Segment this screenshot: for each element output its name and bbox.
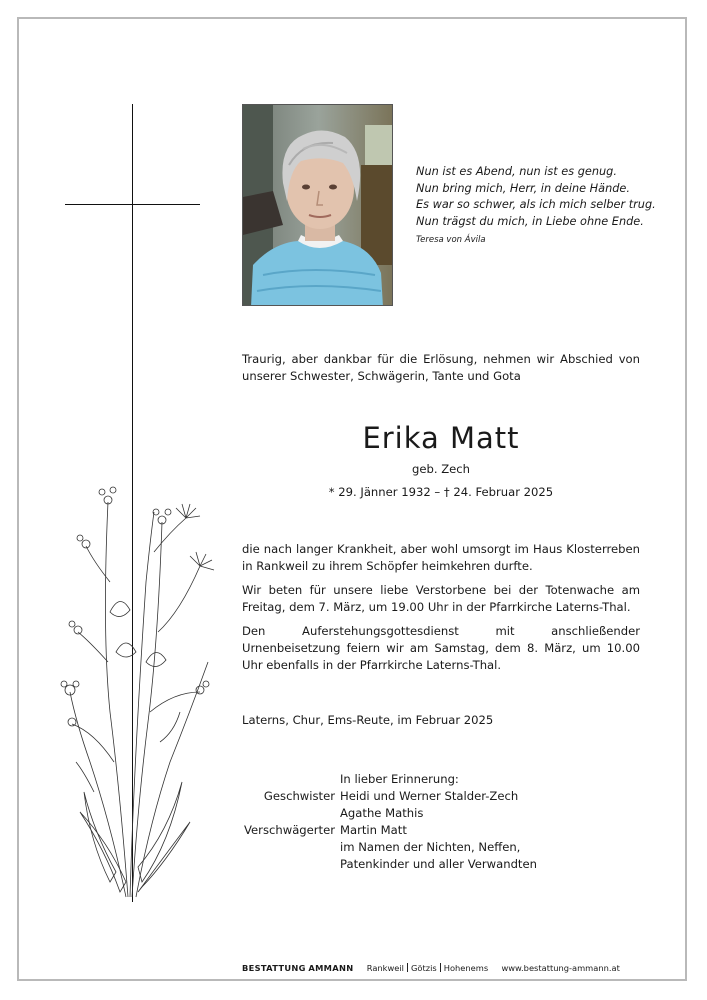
mourner-row	[242, 788, 640, 805]
mourner-names: Martin Matt	[340, 823, 407, 837]
poem-line: Nun ist es Abend, nun ist es genug.	[416, 165, 617, 178]
mourner-relation	[242, 839, 340, 856]
footer	[242, 963, 662, 974]
poem-line: Nun bring mich, Herr, in deine Hände.	[416, 181, 630, 195]
mourner-names: Patenkinder und aller Verwandten	[340, 857, 537, 871]
mourner-row	[242, 856, 640, 873]
mourners-list	[242, 771, 640, 873]
mourner-row	[242, 839, 640, 856]
mourner-relation	[242, 856, 340, 873]
paragraph-passing: die nach langer Krankheit, aber wohl umsorgt im Haus Klosterreben in Rankweil zu ihrem Schöpfer heimkehren durfte.	[242, 542, 640, 573]
mourner-relation	[242, 805, 340, 822]
life-dates: * 29. Jänner 1932 – † 24. Februar 2025	[328, 485, 554, 499]
deceased-name: Erika Matt	[362, 421, 520, 455]
poem	[416, 164, 656, 246]
mourner-relation	[242, 771, 340, 788]
poem-line: Nun trägst du mich, in Liebe ohne Ende.	[416, 214, 644, 228]
mourner-names: Heidi und Werner Stalder-Zech	[340, 789, 519, 803]
cross-horizontal-bar	[65, 204, 200, 205]
funeral-home-prefix: BESTATTUNG	[242, 963, 306, 973]
mourner-names: im Namen der Nichten, Neffen,	[340, 840, 521, 854]
portrait-photo	[242, 104, 393, 306]
footer-separator	[440, 963, 441, 972]
mourner-names: In lieber Erinnerung:	[340, 772, 459, 786]
service-details	[242, 541, 640, 681]
wildflower-illustration	[50, 462, 220, 902]
footer-location: Rankweil	[366, 963, 404, 973]
place-and-date: Laterns, Chur, Ems-Reute, im Februar 2025	[242, 713, 494, 727]
funeral-home-name: AMMANN	[308, 963, 354, 973]
footer-location: Hohenems	[443, 963, 489, 973]
mourner-names: Agathe Mathis	[340, 806, 424, 820]
maiden-name: geb. Zech	[411, 462, 471, 476]
footer-website-link[interactable]: www.bestattung-ammann.at	[501, 963, 620, 973]
mourner-relation: Verschwägerter	[244, 823, 335, 837]
footer-separator	[407, 963, 408, 972]
footer-location: Götzis	[410, 963, 437, 973]
mourner-row	[242, 822, 640, 839]
mourner-relation: Geschwister	[263, 789, 335, 803]
poem-line: Es war so schwer, als ich mich selber trug.	[416, 198, 656, 211]
paragraph-wake: Wir beten für unsere liebe Verstorbene bei der Totenwache am Freitag, dem 7. März, um 19.00 Uhr in der Pfarrkirche Laterns-Thal.	[242, 583, 640, 614]
intro-text: Traurig, aber dankbar für die Erlösung, nehmen wir Abschied von unserer Schwester, Schwägerin, Tante und Gota	[242, 352, 640, 383]
paragraph-funeral-mass: Den Auferstehungsgottesdienst mit anschließender Urnenbeisetzung feiern wir am Samstag, dem 8. März, um 10.00 Uhr ebenfalls in der Pfarrkirche Laterns-Thal.	[242, 624, 640, 672]
mourner-row	[242, 771, 640, 788]
poem-author: Teresa von Ávila	[416, 235, 486, 245]
mourner-row	[242, 805, 640, 822]
